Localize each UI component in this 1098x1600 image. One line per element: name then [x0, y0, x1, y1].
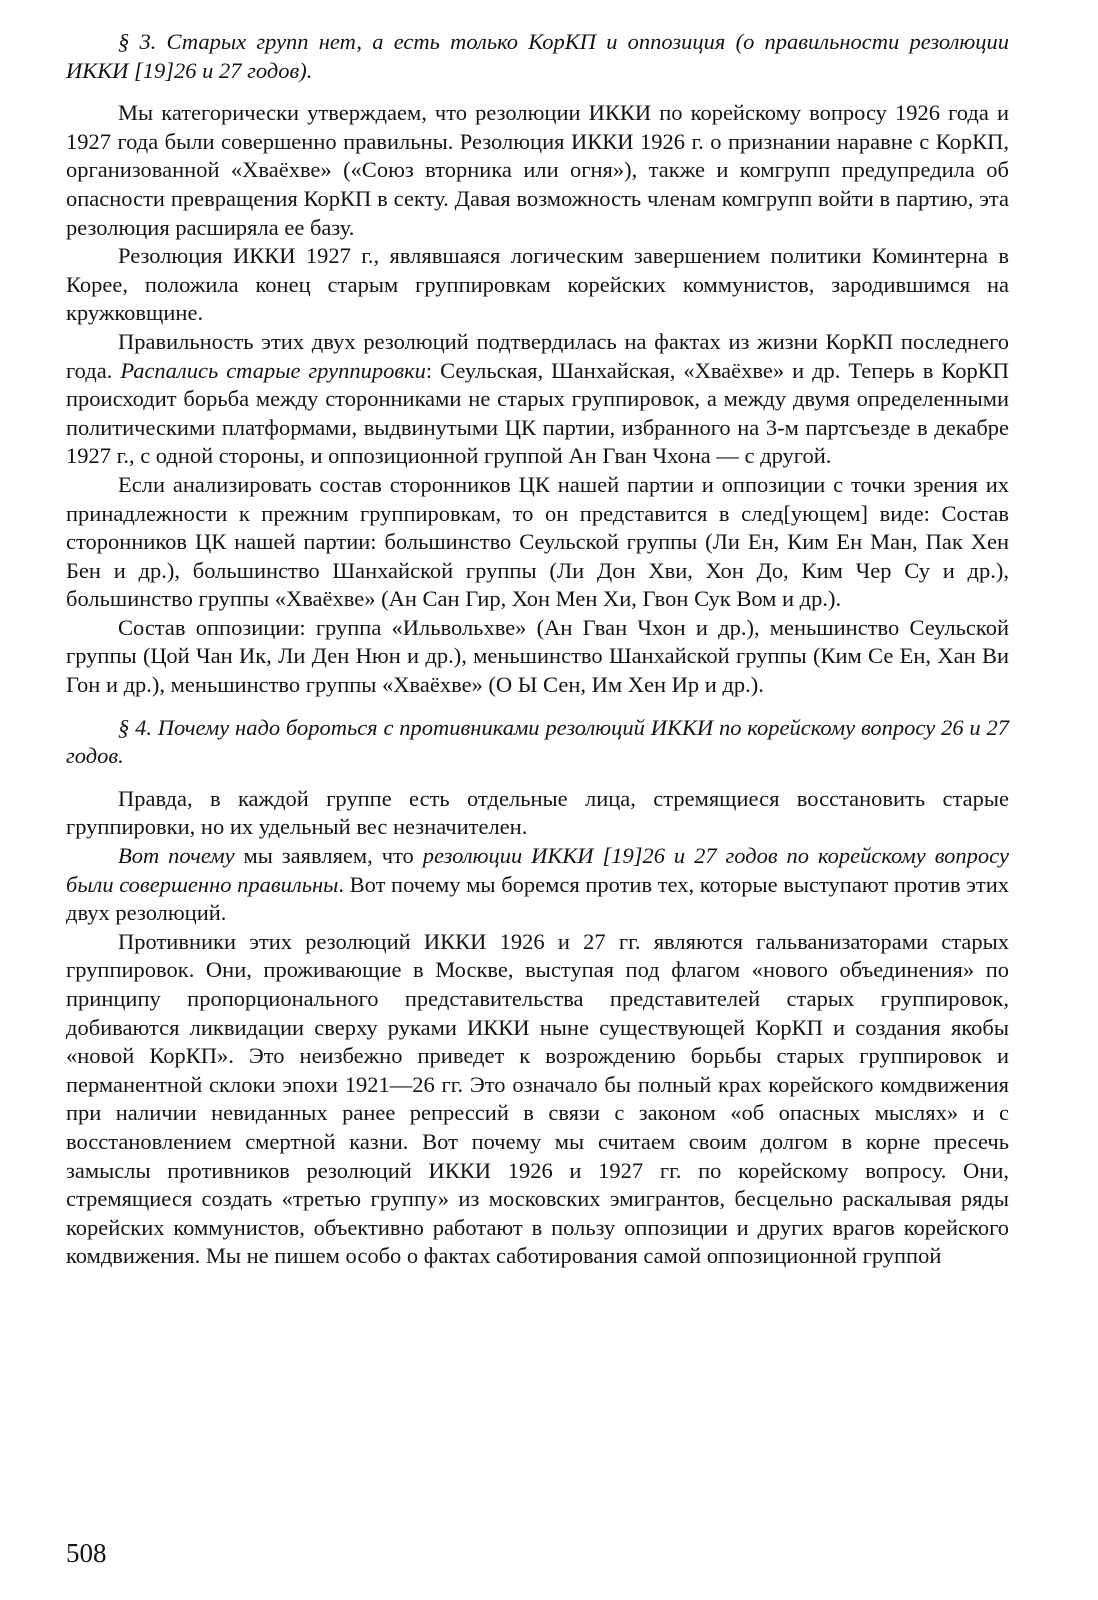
section-3-heading: § 3. Старых групп нет, а есть только КорКП и оппозиция (о правильности резолюции ИККИ [19]26 и 27 годов). [66, 29, 1009, 83]
italic-emphasis: Распались старые группировки [120, 357, 426, 383]
text-span: . Вот почему мы боремся против тех, которые выступают против этих двух резолюций. [66, 871, 1009, 926]
paragraph: Мы категорически утверждаем, что резолюции ИККИ по корейскому вопросу 1926 года и 1927 года были совершенно правильны. Резолюция ИККИ 1926 г. о признании наравне с КорКП, организованной «Хваёхве» («Союз вторника или огня»), также и комгрупп предупредила об опасности превращения КорКП в секту. Давая возможность членам комгрупп войти в партию, эта резолюция расширяла ее базу. [66, 100, 1009, 240]
paragraph [66, 842, 1009, 928]
paragraph: Состав оппозиции: группа «Ильвольхве» (Ан Гван Чхон и др.), меньшинство Сеульской группы (Цой Чан Ик, Ли Ден Нюн и др.), меньшинство Шанхайской группы (Ким Се Ен, Хан Ви Гон и др.), меньшинство группы «Хваёхве» (О Ы Сен, Им Хен Ир и др.). [66, 614, 1009, 698]
text-span: : Сеульская, Шанхайская, «Хваёхве» и др. Теперь в КорКП происходит борьба между сторонниками не старых группировок, а между двумя определенными политическими платформами, выдвинутыми ЦК партии, избранного на 3-м партсъезде в декабре 1927 г., с одной стороны, и оппозиционной группой Ан Гван Чхона — с другой. [66, 357, 1009, 469]
paragraph: Противники этих резолюций ИККИ 1926 и 27 гг. являются гальванизаторами старых группировок. Они, проживающие в Москве, выступая под флагом «нового объединения» по принципу пропорционального представительства представителей старых группировок, добиваются ликвидации сверху руками ИККИ ныне существующей КорКП и создания якобы «новой КорКП». Это неизбежно приведет к возрождению борьбы старых группировок и перманентной склоки эпохи 1921—26 гг. Это означало бы полный крах корейского комдвижения при наличии невиданных ранее репрессий в связи с законом «об опасных мыслях» и с восстановлением смертной казни. Вот почему мы считаем своим долгом в корне пресечь замыслы противников резолюций ИККИ 1926 и 1927 гг. по корейскому вопросу. Они, стремящиеся создать «третью группу» из московских эмигрантов, бесцельно раскалывая ряды корейских коммунистов, объективно работают в пользу оппозиции и других врагов корейского комдвижения. Мы не пишем особо о фактах саботирования самой оппозиционной группой [66, 928, 1009, 1269]
italic-emphasis: резолюции ИККИ [19]26 и 27 годов по корейскому вопросу были совершенно правильны [66, 843, 1009, 897]
paragraph: Если анализировать состав сторонников ЦК нашей партии и оппозиции с точки зрения их принадлежности к прежним группировкам, то он представится в след[ующем] виде: Состав сторонников ЦК нашей партии: большинство Сеульской группы (Ли Ен, Ким Ен Ман, Пак Хен Бен и др.), большинство Шанхайской группы (Ли Дон Хви, Хон До, Ким Чер Су и др.), большинство группы «Хваёхве» (Ан Сан Гир, Хон Мен Хи, Гвон Сук Вом и др.). [66, 471, 1009, 612]
text-span: Правильность этих двух резолюций подтвердилась на фактах из жизни КорКП последнего года. [66, 328, 1009, 383]
page-body [66, 28, 1009, 1271]
italic-emphasis: Вот почему [118, 843, 235, 869]
page-number: 508 [66, 1538, 107, 1568]
paragraph: Правда, в каждой группе есть отдельные лица, стремящиеся восстановить старые группировки, но их удельный вес незначителен. [66, 785, 1009, 840]
text-span: мы заявляем, что [234, 843, 423, 869]
section-4-heading: § 4. Почему надо бороться с противниками резолюций ИККИ по корейскому вопросу 26 и 27 годов. [66, 714, 1009, 769]
paragraph [66, 328, 1009, 471]
paragraph: Резолюция ИККИ 1927 г., являвшаяся логическим завершением политики Коминтерна в Корее, положила конец старым группировкам корейских коммунистов, зародившимся на кружковщине. [66, 243, 1009, 326]
